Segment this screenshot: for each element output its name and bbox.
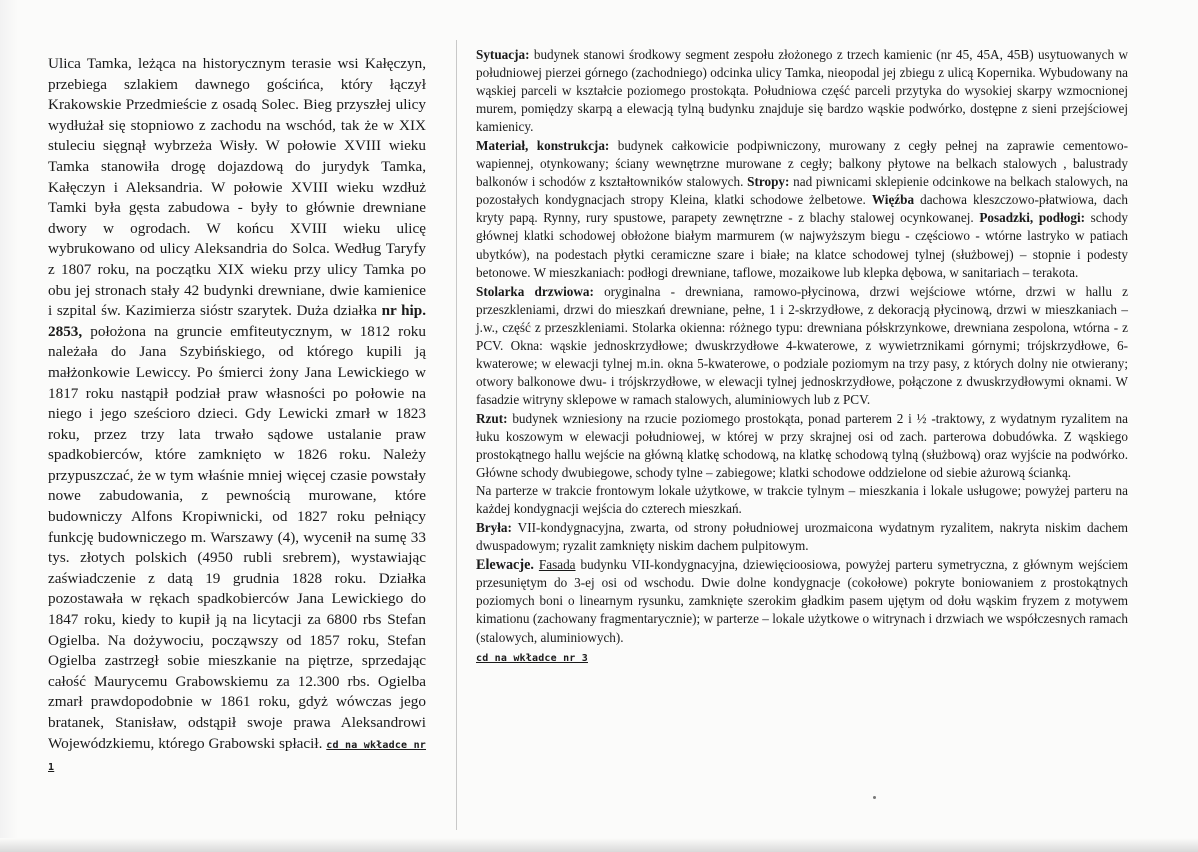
section-rzut [476, 410, 1128, 482]
history-text-part1: Ulica Tamka, leżąca na historycznym terasie wsi Kałęczyn, przebiega szlakiem dawnego gościńca, który łączył Krakowskie Przedmieście z osadą Solec. Bieg przyszłej ulicy wydłużał się stopniowo z zachodu na wschód, tak że w XIX stuleciu sięgnął wybrzeża Wisły. W połowie XVIII wieku Tamka stanowiła drogę dojazdową do jurydyk Tamka, Kałęczyn i Aleksandria. W połowie XVIII wieku wzdłuż Tamki była gęsta zabudowa - były to głównie drewniane dwory w ogrodach. W końcu XVIII wieku ulicę wybrukowano od ulicy Aleksandria do Solca. Według Taryfy z 1807 roku, na początku XIX wieku przy ulicy Tamka po obu jej stronach stały 42 budynki drewniane, dwie kamienice i szpital św. Kazimierza sióstr szarytek. Duża działka [48, 55, 426, 320]
section-bryla [476, 519, 1128, 555]
stropy-label: Stropy: [747, 174, 790, 190]
section-stolarka [476, 283, 1128, 409]
history-text-part2: położona na gruncie emfiteutycznym, w 1812 roku należała do Jana Szybińskiego, od którego kupili ją małżonkowie Lewiccy. Po śmierci żony Jana Lewickiego w 1817 roku nastąpił podział praw własności po połowie na niego i jego sześcioro dzieci. Gdy Lewicki zmarł w 1823 roku, przez trzy lata trwało sądowe ustalanie praw spadkobierców, które zamknięto w 1826 roku. Należy przypuszczać, że w tym właśnie mniej więcej czasie powstały nowe zabudowania, z pewnością murowane, które budowniczy Alfons Kropiwnicki, od 1827 roku pełniący funkcję budowniczego m. Warszawy (4), wycenił na sumę 33 tys. złotych polskich (4950 rubli srebrem), wystawiając zaświadczenie z datą 19 grudnia 1828 roku. Działka pozostawała w rękach spadkobierców Jana Lewickiego do 1847 roku, kiedy to kupił ją na licytacji za 6800 rbs Stefan Ogielba. Na dożywociu, począwszy od 1857 roku, Stefan Ogielba zastrzegł sobie mieszkanie na piętrze, sprzedając całość Maurycemu Grabowskiemu za 12.300 rbs. Ogielba zmarł prawdopodobnie w 1861 roku, gdyż wówczas jego bratanek, Stanisław, odstąpił swoje prawa Aleksandrowi Wojewódzkiemu, którego Grabowski spłacił. [48, 322, 426, 752]
posadzki-text: schody głównej klatki schodowej obłożone białym marmurem (w najwyższym biegu - częściowo - wtórne lastryko w patiach ubytków), na podestach płytki ceramiczne szare i białe; na klatce schodowej tylnej (służbowej) – stopnie i podesty betonowe. W mieszkaniach: podłogi drewniane, taflowe, mozaikowe lub klepka dębowa, w sanitariach – terakota. [476, 210, 1128, 280]
material-text: budynek całkowicie podpiwniczony, murowany z cegły pełnej na zaprawie cementowo-wapiennej, otynkowany; ściany wewnętrzne murowane z cegły; balkony płytowe na belkach stalowych , balustrady balkonów i schodów z kształtowników stalowych. [476, 138, 1128, 190]
stolarka-label: Stolarka drzwiowa: [476, 283, 594, 299]
stolarka-text: oryginalna - drewniana, ramowo-płycinowa, drzwi wejściowe wtórne, drzwi w hallu z przeszkleniami, drzwi do mieszkań drewniane, pełne, 1 i 2-skrzydłowe, z dekoracją płycinową, drzwi w mieszkaniach – j.w., część z przeszkleniami. Stolarka okienna: różnego typu: drewniana półskrzynkowe, drewniana zespolona, wtórna - z PCV. Okna: wąskie jednoskrzydłowe; dwuskrzydłowe 4-kwaterowe, z wywietrznikami górnymi; trójskrzydłowe, 6-kwaterowe; w elewacji tylnej m.in. okna 5-kwaterowe, o podziale poziomym na trzy pasy, z których dolny nie otwierany; otwory balkonowe dwu- i trójskrzydłowe, w elewacji tylnej jednoskrzydłowe, połączone z dwuskrzydłowymi oknami. W fasadzie witryny sklepowe w ramach stalowych, aluminiowych lub z PCV. [476, 283, 1129, 407]
elewacje-text: budynku VII-kondygnacyjna, dziewięcioosiowa, powyżej parteru symetryczna, z głównym wejściem przesuniętym do 3-ej osi od wschodu. Dwie dolne kondygnacje (cokołowe) pokryte boniowaniem z prostokątnych poziomych boni o linearnym rysunku, zamknięte szerokim gładkim pasem ujętym od dołu wąskim fryzem z motywem kimationu (zachowany fragmentarycznie); w parterze – lokale użytkowe o witrynach i drzwiach we współczesnych ramach (stalowych, aluminiowych). [476, 557, 1129, 645]
continued-note-right: cd na wkładce nr 3 [476, 652, 588, 664]
stropy-text: nad piwnicami sklepienie odcinkowe na belkach stalowych, na pozostałych kondygnacjach stropy Kleina, klatki schodowe żelbetowe. [476, 174, 1129, 208]
elewacje-label: Elewacje. [476, 557, 534, 574]
continued-note-left: cd na wkładce nr 1 [48, 739, 427, 774]
section-sytuacja [476, 46, 1128, 136]
posadzki-label: Posadzki, podłogi: [979, 210, 1085, 226]
scan-speck [873, 796, 876, 799]
section-elewacje [476, 556, 1128, 646]
sytuacja-text: budynek stanowi środkowy segment zespołu złożonego z trzech kamienic (nr 45, 45A, 45B) usytuowanych w południowej pierzei górnego (zachodniego) odcinka ulicy Tamka, nieopodal jej zbiegu z ulicą Kopernika. Wybudowany na wąskiej parceli w kształcie poziomego prostokąta. Południowa część parceli przytyka do wysokiej skarpy wzmocnionej murem, pomiędzy skarpą a elewacją tylną budynku znajduje się bardzo wąskie podwórko, dostępne z sieni przejściowej kamienicy. [476, 47, 1128, 135]
wiezba-label: Więźba [871, 192, 915, 208]
fasada-label: Fasada [538, 557, 576, 573]
continued-note-right-line [476, 648, 1128, 668]
right-column [476, 46, 1128, 668]
bryla-text: VII-kondygnacyjna, zwarta, od strony południowej urozmaicona wydatnym ryzalitem, nakryta niskim dachem dwuspadowym; ryzalit zamknięty niskim dachem pulpitowym. [476, 520, 1129, 554]
section-rzut-continued: Na parterze w trakcie frontowym lokale użytkowe, w trakcie tylnym – mieszkania i lokale usługowe; powyżej parteru na każdej kondygnacji wejścia do czterech mieszkań. [476, 483, 1128, 517]
material-label: Materiał, konstrukcja: [476, 138, 610, 154]
sytuacja-label: Sytuacja: [476, 47, 530, 62]
left-column [48, 54, 426, 779]
plot-number: nr hip. 2853, [48, 302, 427, 340]
bryla-label: Bryła: [476, 520, 512, 536]
scan-shadow-left [0, 0, 18, 852]
wiezba-text: dachowa kleszczowo-płatwiowa, dach kryty papą. Rynny, rury spustowe, parapety zewnętrzne - z blachy stalowej ocynkowanej. [476, 192, 1129, 226]
history-paragraph [48, 54, 426, 779]
scan-shadow-bottom [0, 838, 1198, 852]
section-material [476, 137, 1128, 281]
column-divider [456, 40, 457, 830]
rzut-label: Rzut: [476, 410, 508, 426]
rzut-text: budynek wzniesiony na rzucie poziomego prostokąta, ponad parterem 2 i ½ -traktowy, z wydatnym ryzalitem na łuku koszowym w elewacji południowej, w której w przy skrajnej osi od zach. parterowa dobudówka. Z wąskiego prostokątnego hallu wejście na główną klatkę schodową, na klatkę schodową tylną (służbową) oraz wyjście na podwórko. Główne schody dwubiegowe, schody tylne – zabiegowe; klatki schodowe oddzielone od siebie ażurową ścianką. [476, 410, 1128, 481]
